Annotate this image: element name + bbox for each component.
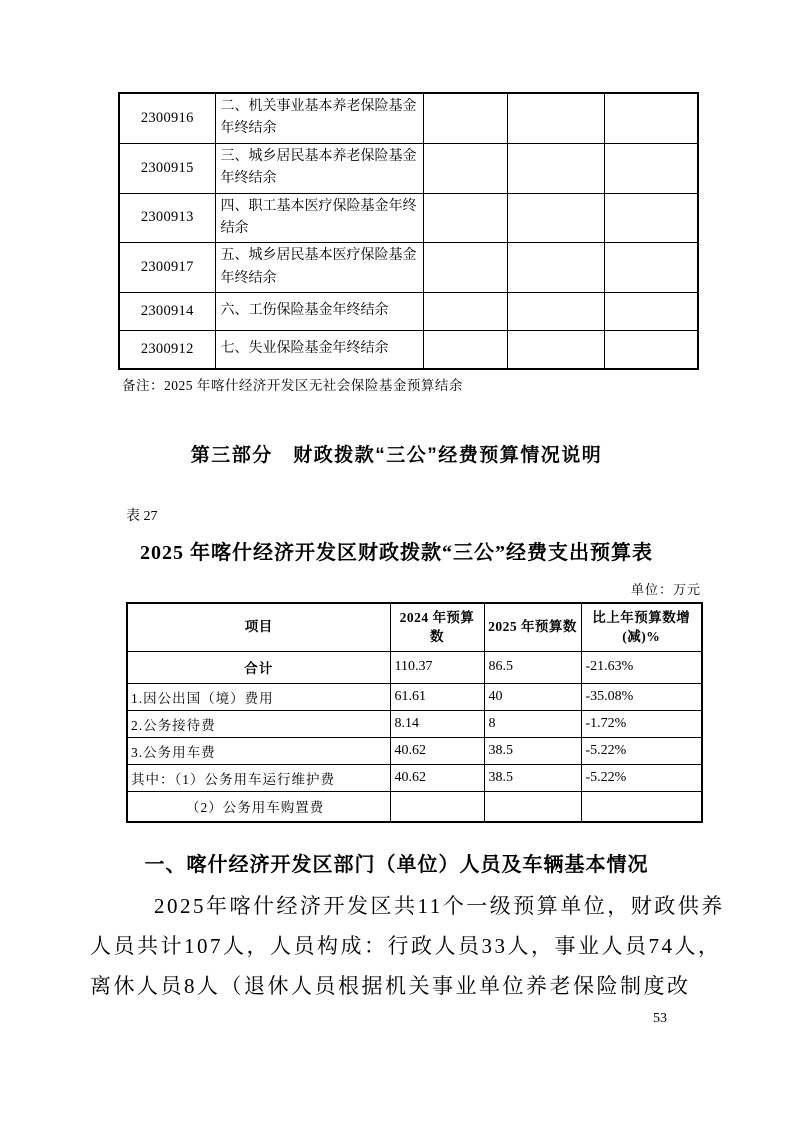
fund-name-cell: 七、失业保险基金年终结余 bbox=[215, 331, 423, 369]
empty-cell bbox=[507, 293, 604, 331]
fund-name-cell: 六、工伤保险基金年终结余 bbox=[215, 293, 423, 331]
unit-label: 单位：万元 bbox=[630, 582, 701, 597]
empty-cell bbox=[423, 331, 507, 369]
fund-name-cell: 二、机关事业基本养老保险基金年终结余 bbox=[215, 93, 423, 143]
empty-cell bbox=[507, 193, 604, 243]
column-header-2024: 2024 年预算数 bbox=[390, 603, 484, 651]
change-cell bbox=[581, 791, 702, 822]
value-2025-cell: 86.5 bbox=[484, 651, 581, 683]
empty-cell bbox=[423, 143, 507, 193]
header-row bbox=[127, 603, 702, 651]
page-number: 53 bbox=[653, 1011, 667, 1026]
table-row bbox=[119, 293, 698, 331]
table-row bbox=[119, 331, 698, 369]
value-2024-cell: 40.62 bbox=[390, 764, 484, 791]
fund-name-cell: 三、城乡居民基本养老保险基金年终结余 bbox=[215, 143, 423, 193]
change-cell: -1.72% bbox=[581, 710, 702, 737]
empty-cell bbox=[507, 93, 604, 143]
empty-cell bbox=[423, 93, 507, 143]
value-2025-cell: 38.5 bbox=[484, 764, 581, 791]
table-row bbox=[119, 143, 698, 193]
value-2024-cell: 40.62 bbox=[390, 737, 484, 764]
section-one-heading: 一、喀什经济开发区部门（单位）人员及车辆基本情况 bbox=[144, 854, 649, 876]
section-three-title: 第三部分 财政拨款“三公”经费预算情况说明 bbox=[190, 445, 603, 466]
value-2024-cell: 61.61 bbox=[390, 683, 484, 710]
change-cell: -21.63% bbox=[581, 651, 702, 683]
fund-code-cell: 2300917 bbox=[119, 243, 215, 293]
paragraph-line: 人员共计107人，人员构成：行政人员33人，事业人员74人， bbox=[90, 934, 722, 958]
empty-cell bbox=[507, 143, 604, 193]
table-row bbox=[127, 791, 702, 822]
table-row bbox=[127, 737, 702, 764]
empty-cell bbox=[604, 143, 698, 193]
table-row bbox=[119, 93, 698, 143]
empty-cell bbox=[507, 331, 604, 369]
fund-name-cell: 四、职工基本医疗保险基金年终结余 bbox=[215, 193, 423, 243]
three-public-budget-table bbox=[126, 602, 703, 823]
empty-cell bbox=[604, 293, 698, 331]
empty-cell bbox=[604, 93, 698, 143]
column-header-2025: 2025 年预算数 bbox=[484, 603, 581, 651]
column-header-item: 项目 bbox=[127, 603, 390, 651]
item-cell: 2.公务接待费 bbox=[127, 710, 390, 737]
change-cell: -5.22% bbox=[581, 737, 702, 764]
empty-cell bbox=[604, 243, 698, 293]
empty-cell bbox=[423, 243, 507, 293]
item-cell: 其中：（1）公务用车运行维护费 bbox=[127, 764, 390, 791]
value-2025-cell bbox=[484, 791, 581, 822]
value-2024-cell: 110.37 bbox=[390, 651, 484, 683]
fund-code-cell: 2300915 bbox=[119, 143, 215, 193]
fund-code-cell: 2300912 bbox=[119, 331, 215, 369]
column-header-change: 比上年预算数增(减)% bbox=[581, 603, 702, 651]
paragraph-line: 2025年喀什经济开发区共11个一级预算单位，财政供养 bbox=[154, 894, 725, 918]
table-row bbox=[119, 243, 698, 293]
empty-cell bbox=[423, 293, 507, 331]
value-2024-cell: 8.14 bbox=[390, 710, 484, 737]
item-cell: 3.公务用车费 bbox=[127, 737, 390, 764]
value-2024-cell bbox=[390, 791, 484, 822]
empty-cell bbox=[507, 243, 604, 293]
value-2025-cell: 40 bbox=[484, 683, 581, 710]
table-row bbox=[127, 764, 702, 791]
table-footnote: 备注：2025 年喀什经济开发区无社会保险基金预算结余 bbox=[122, 378, 463, 393]
total-row bbox=[127, 651, 702, 683]
item-cell: 合计 bbox=[127, 651, 390, 683]
table-row bbox=[119, 193, 698, 243]
table-row bbox=[127, 683, 702, 710]
table-number-label: 表 27 bbox=[126, 509, 158, 524]
budget-table-title: 2025 年喀什经济开发区财政拨款“三公”经费支出预算表 bbox=[140, 542, 653, 564]
empty-cell bbox=[423, 193, 507, 243]
paragraph-line: 离休人员8人（退休人员根据机关事业单位养老保险制度改 bbox=[90, 974, 691, 998]
insurance-fund-table bbox=[118, 92, 699, 370]
item-cell: （2）公务用车购置费 bbox=[127, 791, 390, 822]
fund-code-cell: 2300913 bbox=[119, 193, 215, 243]
body-paragraph bbox=[90, 886, 725, 1006]
fund-name-cell: 五、城乡居民基本医疗保险基金年终结余 bbox=[215, 243, 423, 293]
value-2025-cell: 38.5 bbox=[484, 737, 581, 764]
change-cell: -5.22% bbox=[581, 764, 702, 791]
item-cell: 1.因公出国（境）费用 bbox=[127, 683, 390, 710]
fund-code-cell: 2300914 bbox=[119, 293, 215, 331]
empty-cell bbox=[604, 193, 698, 243]
empty-cell bbox=[604, 331, 698, 369]
value-2025-cell: 8 bbox=[484, 710, 581, 737]
fund-code-cell: 2300916 bbox=[119, 93, 215, 143]
change-cell: -35.08% bbox=[581, 683, 702, 710]
table-row bbox=[127, 710, 702, 737]
